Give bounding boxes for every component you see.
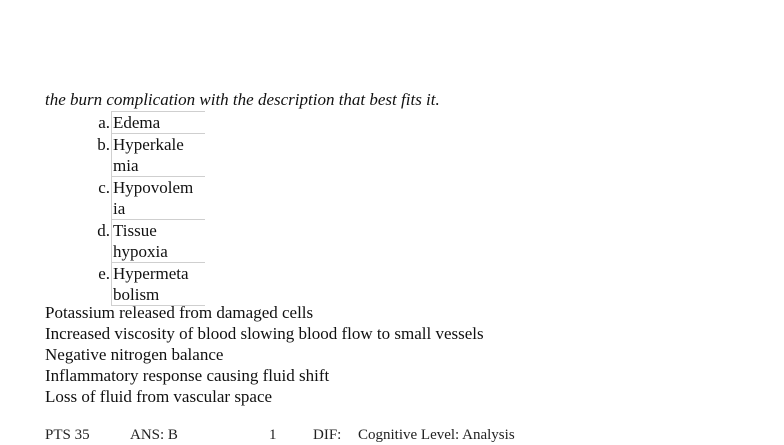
- option-text-line: Hypovolem: [113, 178, 194, 197]
- difficulty-label: DIF:: [313, 427, 342, 443]
- points-label: PTS 35: [45, 427, 90, 443]
- option-text: [112, 220, 206, 263]
- cognitive-level: Cognitive Level: Analysis: [358, 427, 515, 443]
- option-letter: d.: [97, 220, 110, 240]
- description-item: Loss of fluid from vascular space: [45, 387, 273, 406]
- option-row: [84, 263, 205, 306]
- option-row: [84, 177, 205, 220]
- option-text-line: Hyperkale: [113, 135, 184, 154]
- option-letter: c.: [98, 177, 110, 197]
- option-row: [84, 220, 205, 263]
- description-item: Inflammatory response causing fluid shift: [45, 366, 330, 385]
- option-row: [84, 134, 205, 177]
- description-item: Negative nitrogen balance: [45, 345, 224, 364]
- option-text-line: Edema: [113, 113, 161, 132]
- option-text: [112, 112, 206, 134]
- description-item: Potassium released from damaged cells: [45, 303, 314, 322]
- option-row: [84, 112, 205, 134]
- option-text-line: bolism: [113, 285, 160, 304]
- description-list: [45, 302, 484, 407]
- option-text-line: Tissue: [113, 221, 157, 240]
- option-text: [112, 263, 206, 306]
- answer-label: ANS: B: [130, 427, 178, 443]
- answer-options-table: [84, 111, 205, 306]
- question-instruction: the burn complication with the description that best fits it.: [45, 90, 440, 109]
- option-text: [112, 177, 206, 220]
- description-item: Increased viscosity of blood slowing blood flow to small vessels: [45, 324, 484, 343]
- item-number: 1: [269, 427, 277, 443]
- option-text-line: mia: [113, 156, 139, 175]
- option-text-line: Hypermeta: [113, 264, 189, 283]
- option-letter: a.: [98, 112, 110, 132]
- option-letter: e.: [98, 263, 110, 283]
- option-text-line: ia: [113, 199, 126, 218]
- option-letter: b.: [97, 134, 110, 154]
- option-text: [112, 134, 206, 177]
- option-text-line: hypoxia: [113, 242, 168, 261]
